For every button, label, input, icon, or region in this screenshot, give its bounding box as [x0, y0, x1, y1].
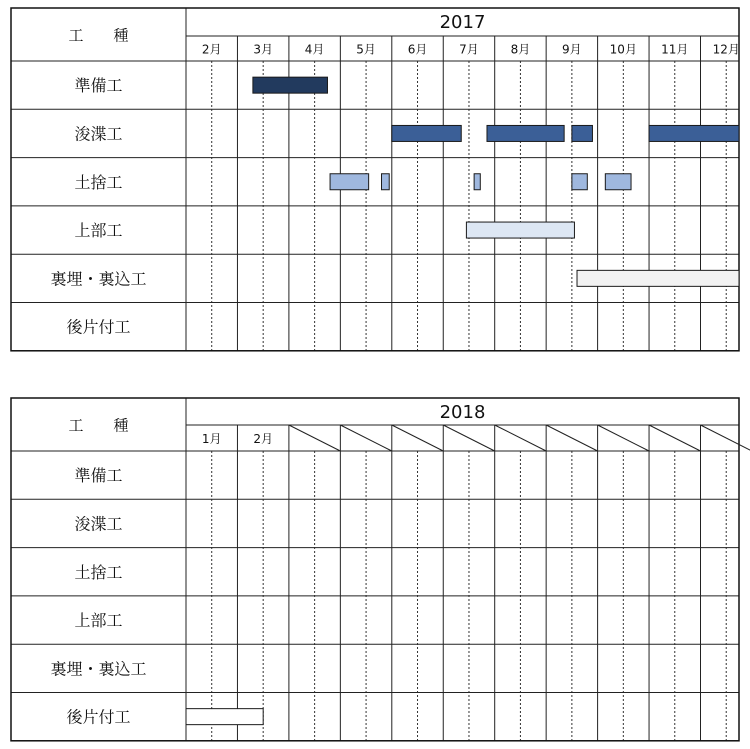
empty-month-diagonal	[546, 425, 597, 451]
month-tick-label: 4月	[304, 42, 325, 57]
task-label: 後片付工	[66, 317, 131, 337]
task-label: 後片付工	[66, 707, 131, 727]
gantt-table-2017	[11, 8, 740, 351]
empty-month-diagonal	[598, 425, 649, 451]
month-tick-label: 10月	[609, 42, 637, 57]
empty-month-diagonal	[443, 425, 494, 451]
task-label: 準備工	[74, 466, 123, 486]
empty-month-diagonal	[701, 425, 750, 451]
task-label: 裏埋・裏込工	[50, 659, 147, 679]
empty-month-diagonal	[392, 425, 443, 451]
schedule-bar	[330, 174, 369, 190]
task-label: 土捨工	[74, 562, 123, 582]
task-column-header: 工 種	[68, 26, 129, 45]
schedule-bar	[186, 709, 263, 725]
month-tick-label: 9月	[562, 42, 582, 57]
month-tick-label: 12月	[712, 42, 740, 57]
task-label: 準備工	[74, 76, 123, 96]
schedule-bar	[487, 125, 564, 141]
empty-month-diagonal	[289, 425, 340, 451]
schedule-bar	[605, 174, 631, 190]
schedule-bar	[382, 174, 390, 190]
month-tick-label: 8月	[510, 42, 531, 57]
month-tick-label: 2月	[201, 42, 222, 57]
task-label: 土捨工	[74, 172, 123, 192]
schedule-bar	[572, 125, 593, 141]
year-label: 2017	[439, 12, 486, 33]
month-tick-label: 1月	[201, 432, 222, 446]
task-label: 浚渫工	[74, 514, 123, 534]
month-tick-label: 6月	[407, 42, 428, 57]
task-column-header: 工 種	[68, 416, 129, 435]
task-label: 上部工	[74, 611, 123, 631]
month-tick-label: 2月	[253, 432, 273, 446]
empty-month-diagonal	[340, 425, 391, 451]
month-tick-label: 3月	[253, 42, 273, 57]
schedule-bar	[577, 270, 739, 286]
task-label: 裏埋・裏込工	[50, 269, 147, 289]
gantt-table-2018	[11, 398, 750, 741]
schedule-bar	[392, 125, 461, 141]
schedule-bar	[466, 222, 574, 238]
schedule-bar	[572, 174, 587, 190]
year-label: 2018	[439, 402, 486, 423]
task-label: 上部工	[74, 221, 123, 241]
schedule-bar	[649, 125, 739, 141]
schedule-bar	[474, 174, 480, 190]
empty-month-diagonal	[649, 425, 700, 451]
month-tick-label: 7月	[459, 42, 479, 57]
month-tick-label: 5月	[356, 42, 376, 57]
task-label: 浚渫工	[74, 124, 123, 144]
schedule-bar	[253, 77, 328, 93]
month-tick-label: 11月	[661, 42, 689, 57]
empty-month-diagonal	[495, 425, 546, 451]
